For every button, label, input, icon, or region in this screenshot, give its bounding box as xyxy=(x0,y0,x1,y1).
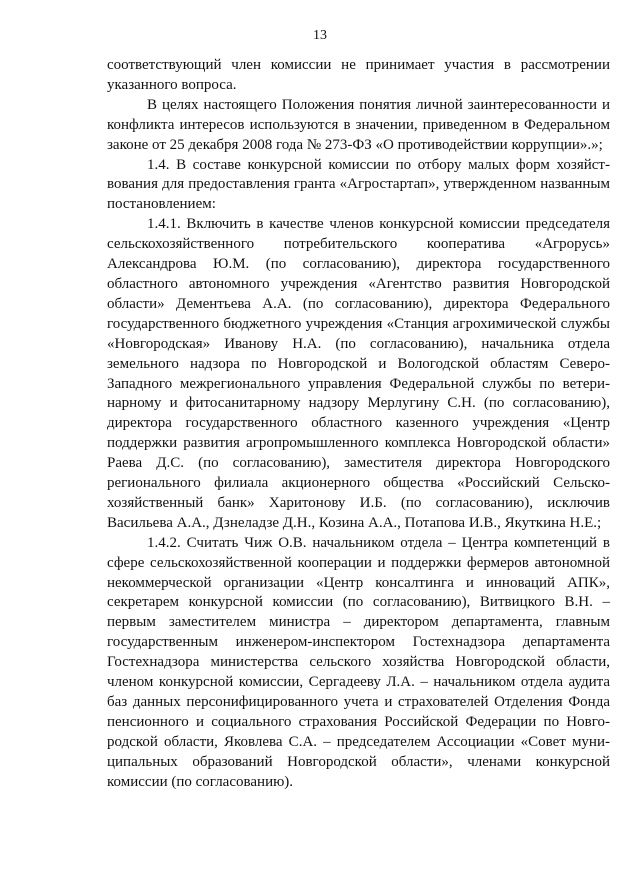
paragraph-definitions: В целях настоящего Положения понятия личной заинтересованности и конфликта интересов используются в значении, приведенном в Федеральном законе от 25 декабря 2008 года № 273-ФЗ «О противодействии коррупции».»; xyxy=(107,96,610,153)
document-body xyxy=(107,56,610,793)
paragraph-clause-1-4-1: 1.4.1. Включить в качестве членов конкурсной комиссии председателя сельскохозяйственного потребительского кооператива «Агрорусь» Александрова Ю.М. (по согласованию), директора государственного областного автономного учреждения «Агентство развития Новгородской области» Дементьева А.А. (по согласованию), директора Федерального государственного бюджетного учреждения «Станция агрохимической службы «Новгородская» Иванову Н.А. (по согласованию), начальника отдела земельного надзора по Новгородской и Вологодской областям Северо-Западного межрегионального управления Федеральной службы по ветеринарному и фитосанитарному надзору Мерлугину С.Н. (по согласованию), директора государственного областного казенного учреждения «Центр поддержки развития агропромышленного комплекса Новгородской области» Раева Д.С. (по согласованию), заместителя директора Новгородского регионального филиала акционерного общества «Российский Сельскохозяйственный банк» Харитонову И.Б. (по согласованию), исключив Васильева А.А., Дзнеладзе Д.Н., Козина А.А., Потапова И.В., Якуткина Н.Е.; xyxy=(107,216,610,531)
paragraph-continuation: соответствующий член комиссии не принимает участия в рассмотрении указанного вопроса. xyxy=(107,57,610,93)
paragraph-clause-1-4-2: 1.4.2. Считать Чиж О.В. начальником отдела – Центра компетенций в сфере сельскохозяйственной кооперации и поддержки фермеров автономной некоммерческой организации «Центр консалтинга и инноваций АПК», секретарем конкурсной комиссии (по согласованию), Витвицкого В.Н. – первым заместителем министра – директором департамента, главным государственным инженером-инспектором Гостехнадзора департамента Гостехнадзора министерства сельского хозяйства Новгородской области, членом конкурсной комиссии, Сергадееву Л.А. – начальником отдела аудита баз данных персонифицированного учета и страхователей Отделения Фонда пенсионного и социального страхования Российской Федерации по Новгородской области, Яковлева С.А. – председателем Ассоциации «Совет муниципальных образований Новгородской области», членами конкурсной комиссии (по согласованию). xyxy=(107,534,610,790)
paragraph-clause-1-4: 1.4. В составе конкурсной комиссии по отбору малых форм хозяйствования для предоставления гранта «Агростартап», утвержденном названным постановлением: xyxy=(107,156,610,213)
page-number: 13 xyxy=(313,28,327,43)
